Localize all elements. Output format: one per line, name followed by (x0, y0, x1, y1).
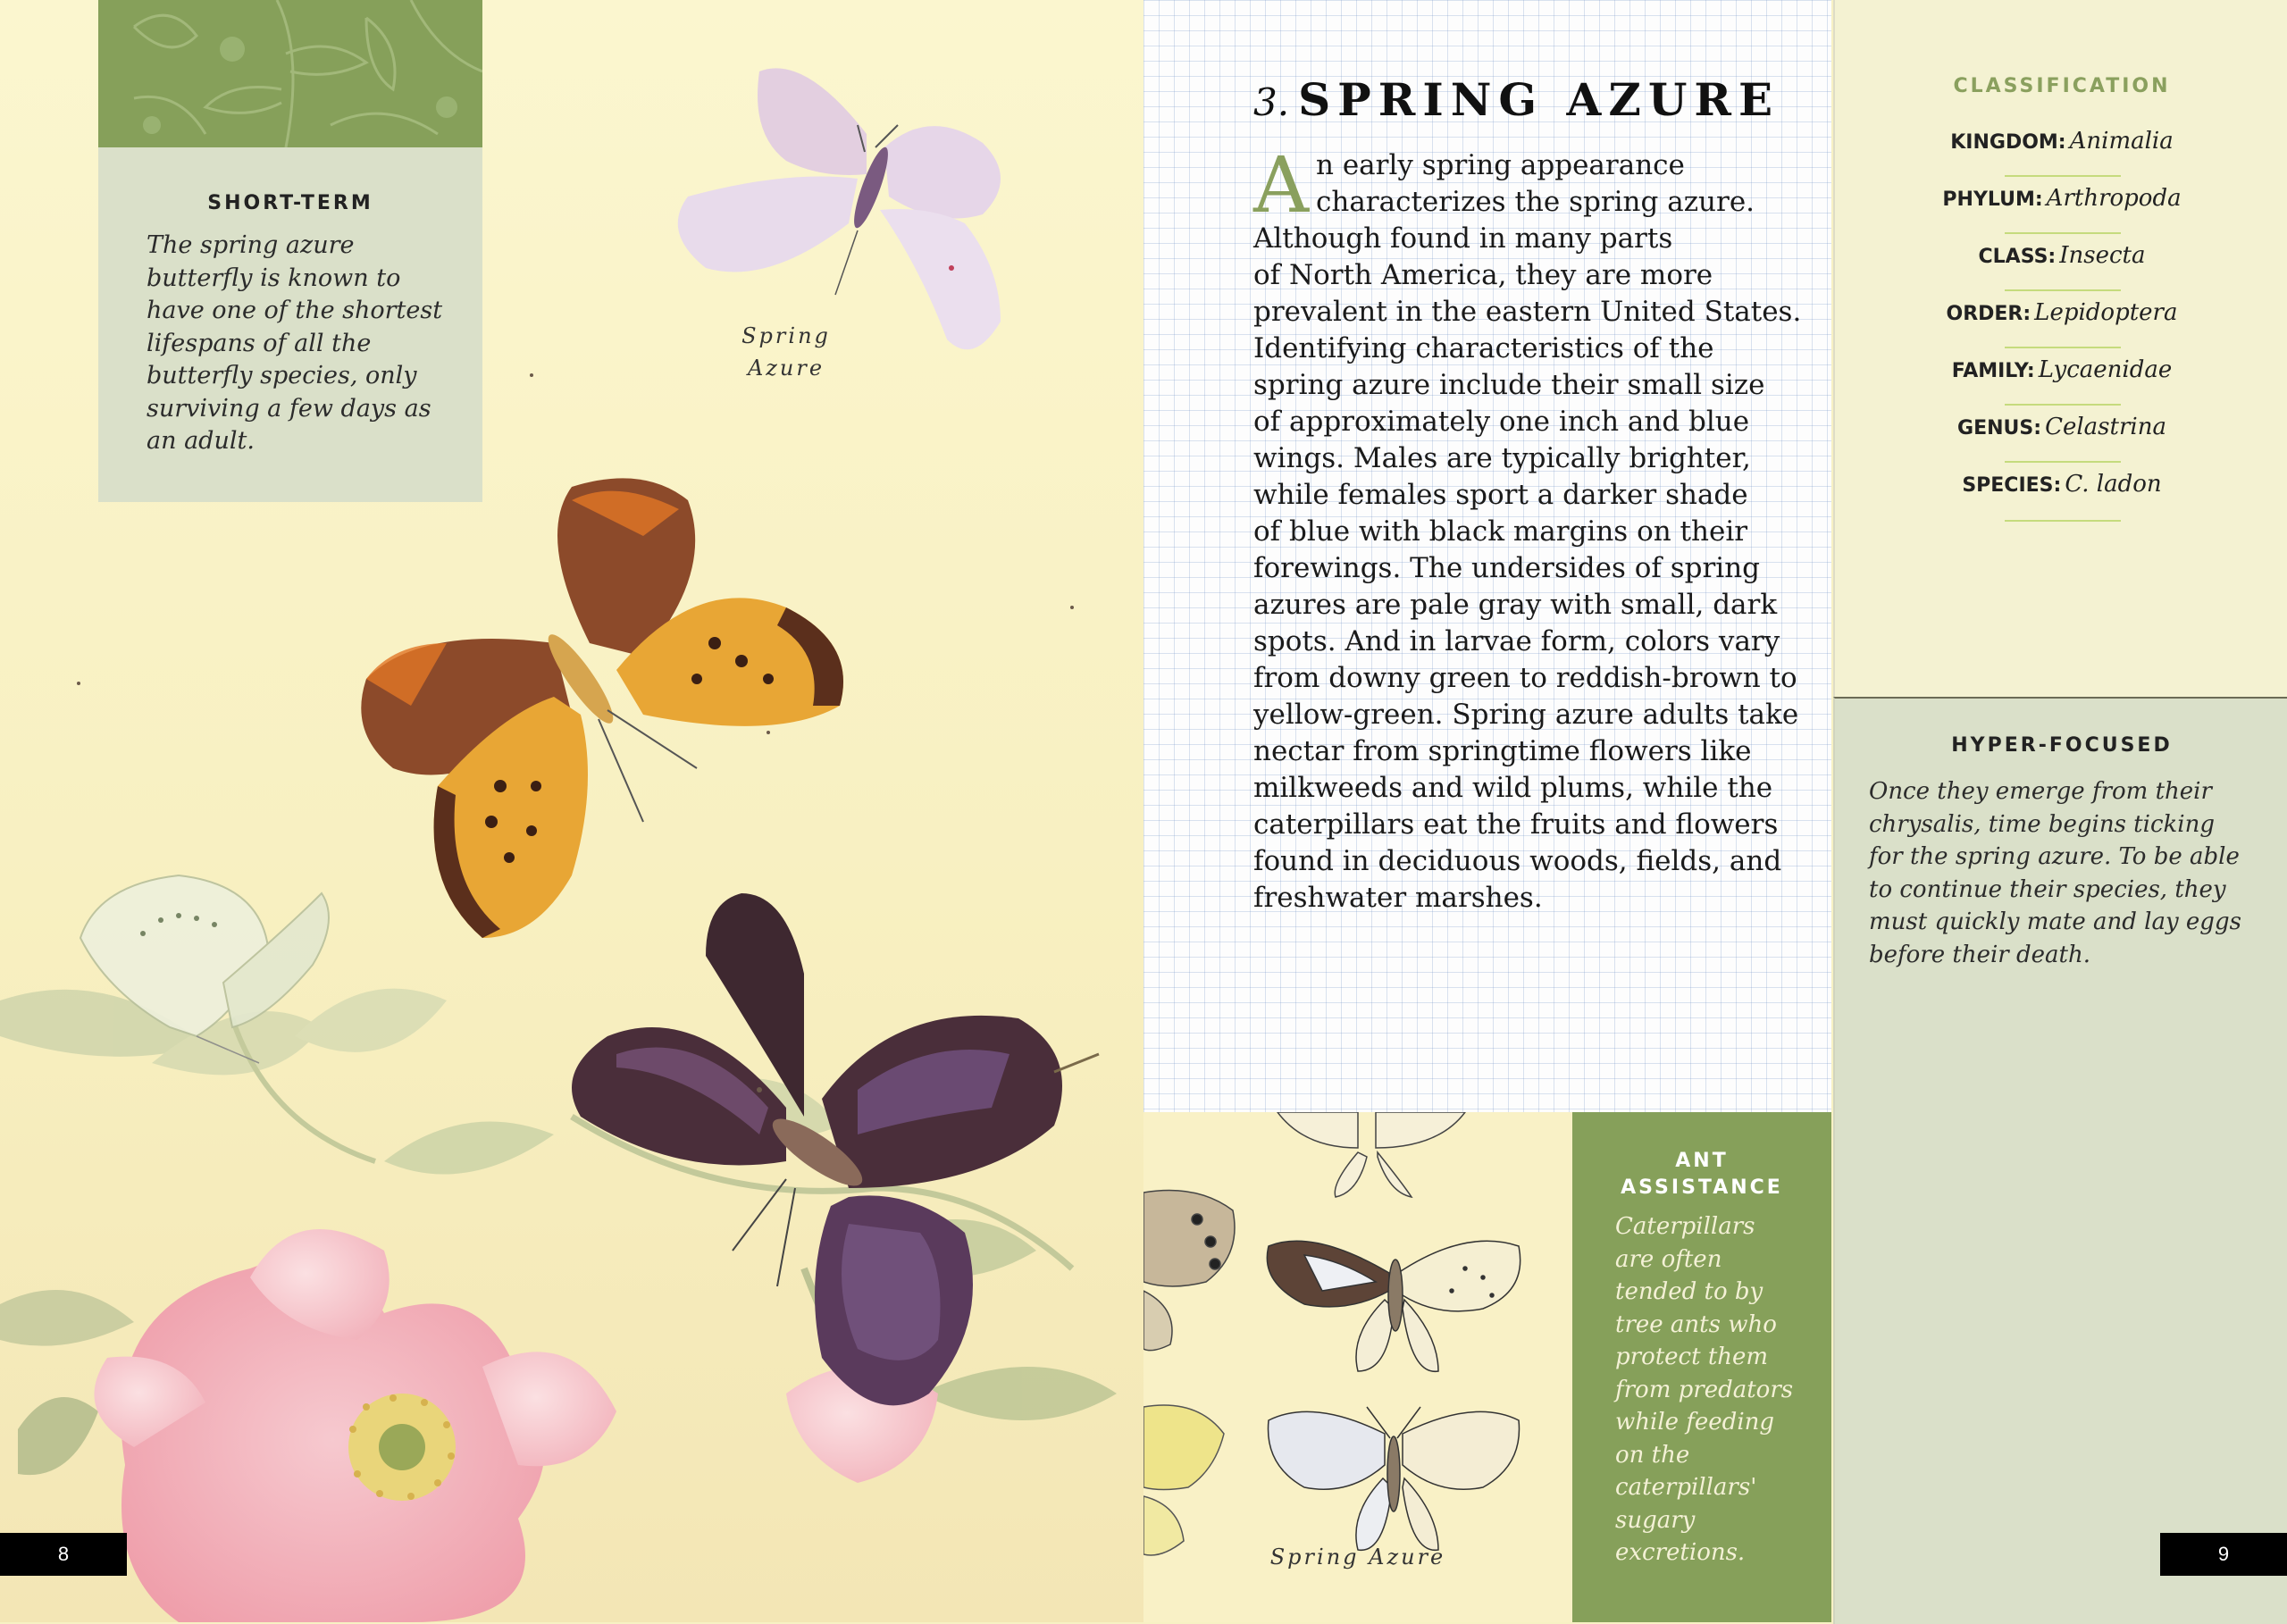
classification-value: Lepidoptera (2034, 299, 2178, 326)
ant-line: excretions. (1615, 1539, 1746, 1566)
article-body (1253, 141, 1802, 917)
ant-line: sugary (1615, 1506, 1696, 1534)
sidebar-line: surviving a few days as (147, 394, 431, 423)
article-line: of blue with black margins on their (1253, 515, 1748, 548)
classification-key: CLASS: (1978, 246, 2057, 268)
classification-key: SPECIES: (1962, 474, 2062, 497)
article-line: azures are pale gray with small, dark (1253, 589, 1778, 621)
classification-divider (2005, 289, 2121, 291)
ant-line: while feeding (1615, 1409, 1775, 1436)
article-line: wings. Males are typically brighter, (1253, 442, 1751, 474)
butterfly-plate-illustration (1144, 1112, 1572, 1622)
article-line: nectar from springtime flowers like (1253, 735, 1752, 767)
article-line: characterizes the spring azure. (1316, 186, 1755, 218)
plate-label (715, 320, 858, 384)
classification-row-genus (1835, 414, 2287, 440)
plate-label-line: Azure (747, 356, 825, 381)
article-line: of approximately one inch and blue (1253, 406, 1750, 438)
article-line: yellow-green. Spring azure adults take (1253, 699, 1799, 731)
sidebar-line: an adult. (147, 427, 255, 455)
plate-label-line: Spring (741, 323, 831, 348)
sidebar-line: butterfly is known to (147, 264, 401, 292)
ant-line: caterpillars' (1615, 1474, 1757, 1501)
hyper-line: must quickly mate and lay eggs (1869, 908, 2241, 935)
classification-divider (2005, 404, 2121, 406)
ant-line: from predators (1615, 1376, 1794, 1403)
classification-value: Lycaenidae (2038, 356, 2173, 383)
hyper-line: for the spring azure. To be able (1869, 843, 2240, 870)
sidebar-title: SHORT-TERM (207, 192, 373, 214)
hyper-line: chrysalis, time begins ticking (1869, 810, 2215, 838)
page-number-left: 8 (0, 1533, 127, 1576)
ant-assistance-title (1572, 1148, 1831, 1201)
article-line: n early spring appearance (1316, 149, 1685, 181)
classification-divider (2005, 347, 2121, 348)
classification-key: KINGDOM: (1950, 131, 2066, 154)
hyper-line: before their death. (1869, 941, 2090, 968)
copper-butterfly (361, 478, 843, 938)
classification-key: GENUS: (1957, 417, 2042, 439)
short-term-sidebar (98, 0, 482, 502)
article-line: found in deciduous woods, fields, and (1253, 845, 1782, 877)
classification-value: Insecta (2059, 242, 2146, 269)
leaf-pattern-header (98, 0, 482, 147)
classification-divider (2005, 461, 2121, 463)
ant-line: tree ants who (1615, 1310, 1777, 1338)
article-line: spots. And in larvae form, colors vary (1253, 625, 1780, 657)
ant-title-line: ANT (1675, 1150, 1729, 1172)
sidebar-line: lifespans of all the (147, 329, 372, 357)
ant-line: on the (1615, 1441, 1690, 1469)
plate-butterfly-left-brown (1144, 1191, 1235, 1351)
classification-row-species (1835, 471, 2287, 498)
spring-azure-butterfly-top (678, 68, 1001, 349)
classification-row-family (1835, 356, 2287, 383)
article-line: freshwater marshes. (1253, 882, 1543, 914)
article-number: 3. (1253, 80, 1290, 124)
article-line: milkweeds and wild plums, while the (1253, 772, 1773, 804)
classification-value: Animalia (2069, 128, 2174, 155)
bottom-plate-label: Spring Azure (1269, 1544, 1446, 1570)
sidebar-line: butterfly species, only (147, 362, 417, 389)
classification-value: C. ladon (2065, 471, 2162, 498)
article-line: Although found in many parts (1253, 222, 1673, 255)
hyper-line: Once they emerge from their (1869, 778, 2212, 805)
classification-row-class (1835, 242, 2287, 269)
plate-butterfly-spring-azure (1269, 1407, 1520, 1550)
classification-row-kingdom (1835, 128, 2287, 155)
article-line: of North America, they are more (1253, 259, 1713, 291)
classification-value: Celastrina (2045, 414, 2166, 440)
article-line: caterpillars eat the fruits and flowers (1253, 808, 1779, 841)
classification-divider (2005, 520, 2121, 522)
ant-assistance-text (1615, 1210, 1821, 1570)
hyper-focused-sidebar (1833, 697, 2287, 1624)
purple-butterfly (572, 893, 1099, 1405)
classification-value: Arthropoda (2046, 185, 2182, 212)
classification-heading: CLASSIFICATION (1953, 75, 2171, 97)
classification-key: FAMILY: (1951, 360, 2035, 382)
classification-panel (1833, 0, 2287, 697)
sidebar-line: The spring azure (147, 231, 355, 259)
ant-line: protect them (1615, 1344, 1769, 1370)
page-number-right: 9 (2160, 1533, 2287, 1576)
article-line: prevalent in the eastern United States. (1253, 296, 1802, 328)
ant-assistance-sidebar (1572, 1112, 1831, 1622)
classification-key: ORDER: (1946, 303, 2031, 325)
article-line: forewings. The undersides of spring (1253, 552, 1761, 584)
classification-row-order (1835, 299, 2287, 326)
ant-line: are often (1615, 1245, 1722, 1273)
article-title (1253, 73, 1780, 126)
sidebar-text (147, 230, 459, 458)
article-line: while females sport a darker shade (1253, 479, 1748, 511)
plate-butterfly-top (1278, 1112, 1465, 1197)
sidebar-line: have one of the shortest (147, 297, 443, 324)
short-term-body (98, 147, 482, 502)
hyper-line: to continue their species, they (1869, 875, 2226, 903)
ant-line: tended to by (1615, 1278, 1763, 1305)
ant-title-line: ASSISTANCE (1621, 1176, 1783, 1199)
plate-butterfly-middle (1267, 1241, 1520, 1371)
article-heading: SPRING AZURE (1298, 73, 1780, 126)
classification-divider (2005, 175, 2121, 177)
article-line: spring azure include their small size (1253, 369, 1765, 401)
plate-butterfly-left-yellow (1144, 1405, 1224, 1555)
hyper-focused-text (1869, 775, 2271, 971)
article-line: from downy green to reddish-brown to (1253, 662, 1797, 694)
article-line: Identifying characteristics of the (1253, 332, 1714, 364)
classification-key: PHYLUM: (1942, 188, 2043, 211)
drop-cap: A (1253, 141, 1310, 230)
ant-line: Caterpillars (1615, 1213, 1755, 1240)
left-page (0, 0, 1144, 1622)
hyper-focused-title: HYPER-FOCUSED (1951, 734, 2173, 757)
classification-row-phylum (1835, 185, 2287, 212)
classification-divider (2005, 232, 2121, 234)
